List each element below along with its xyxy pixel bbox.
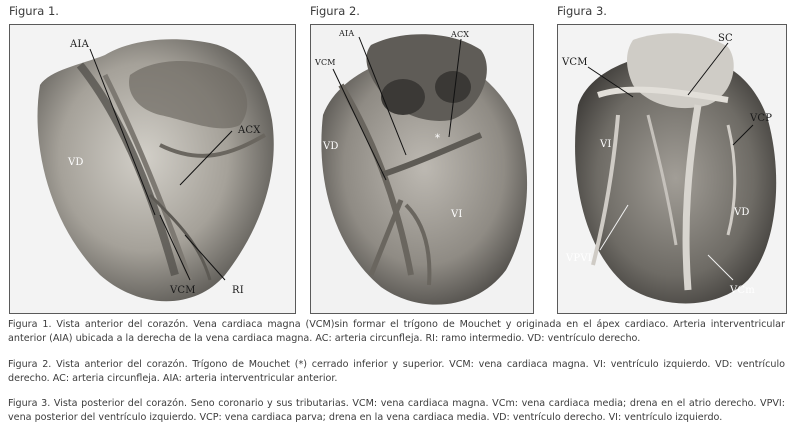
label-vpvi: VPVI — [566, 253, 592, 264]
figure-3-photo — [557, 24, 787, 314]
caption-1-text: Vista anterior del corazón. Vena cardiaca magna (VCM)sin formar el trígono de Mouchet y originada en el ápex cardiaco. Arteria interventricular anterior (AIA) ubicada a la derecha de la vena cardiaca magna. AC: arteria circunfleja. RI: ramo intermedio. VD: ventrículo derecho. — [8, 319, 785, 344]
caption-figure-2 — [8, 358, 785, 385]
label-vd: VD — [734, 207, 750, 218]
label-aia: AIA — [339, 29, 355, 38]
caption-3-text: Vista posterior del corazón. Seno coronario y sus tributarias. VCM: vena cardiaca magna. VCm: vena cardiaca media; drena en el atrio derecho. VPVI: vena posterior del ventrículo izquierdo. VCP: vena cardiaca parva; drena en la vena cardiaca media. VD: ventrículo derecho. VI: ventrículo izquierdo. — [8, 398, 785, 423]
figure-2-photo — [310, 24, 534, 314]
label-vcm-media: VCm — [730, 285, 755, 296]
label-vi: VI — [451, 209, 463, 220]
figure-3-title: Figura 3. — [557, 4, 607, 18]
figure-1-title: Figura 1. — [9, 4, 59, 18]
label-vcp: VCP — [750, 113, 773, 124]
label-aia: AIA — [70, 39, 89, 50]
label-ri: RI — [232, 285, 244, 296]
heart-anterior-photo-2 — [311, 25, 533, 313]
heart-anterior-photo-1 — [10, 25, 295, 313]
label-vd: VD — [68, 157, 84, 168]
caption-3-lead: Figura 3. — [8, 398, 51, 409]
heart-posterior-photo-3 — [558, 25, 786, 313]
caption-1-lead: Figura 1. — [8, 319, 52, 330]
caption-2-lead: Figura 2. — [8, 359, 52, 370]
label-vcm: VCM — [315, 58, 336, 67]
figure-2-title: Figura 2. — [310, 4, 360, 18]
caption-figure-3 — [8, 397, 785, 424]
label-vcm: VCM — [170, 285, 196, 296]
caption-figure-1 — [8, 318, 785, 345]
label-acx: ACX — [238, 125, 261, 136]
figure-1-photo — [9, 24, 296, 314]
label-acx: ACX — [451, 30, 470, 39]
label-vd: VD — [323, 141, 339, 152]
caption-2-text: Vista anterior del corazón. Trígono de Mouchet (*) cerrado inferior y superior. VCM: vena cardiaca magna. VI: ventrículo izquierdo. VD: ventrículo derecho. AC: arteria circunfleja. AIA: arteria interventricular anterior. — [8, 359, 785, 384]
label-trigone-star: * — [435, 133, 441, 144]
label-vcm: VCM — [562, 57, 588, 68]
label-vi: VI — [600, 139, 612, 150]
label-sc: SC — [718, 33, 733, 44]
